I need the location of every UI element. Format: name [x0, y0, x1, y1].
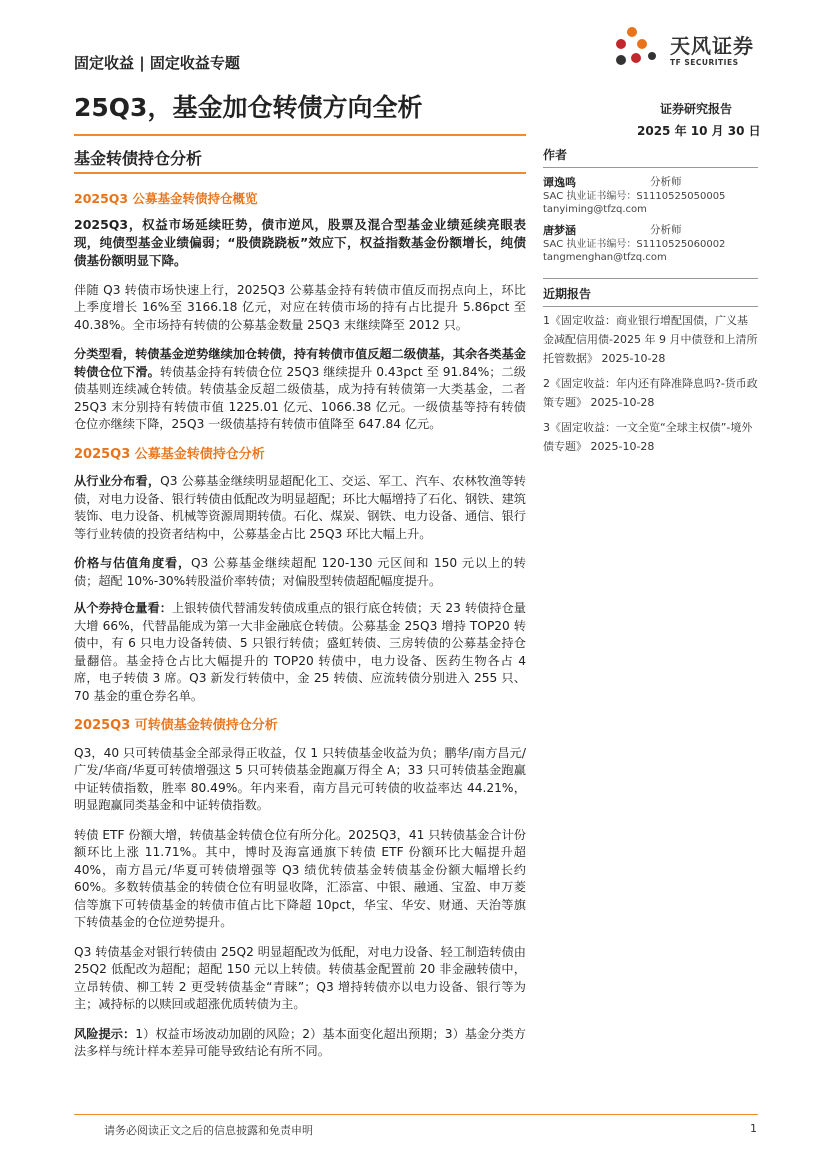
valuation-paragraph-body: Q3 公募基金继续超配 120-130 元区间和 150 元以上的转债；超配 10%-30%转股溢价率转债；对偏股型转债超配幅度提升。 [74, 556, 526, 588]
industry-paragraph-lead: 从行业分布看， [74, 474, 161, 488]
subtitle-divider [74, 172, 526, 174]
author-name: 谭逸鸣 [543, 176, 576, 189]
section-heading-overview: 2025Q3 公募基金转债持仓概览 [74, 191, 258, 206]
page-title: 25Q3，基金加仓转债方向全析 [74, 93, 423, 122]
overview-paragraph-2-lead: 分类型看，转债基金逆势继续加仓转债，持有转债市值反超二级债基，其余各类基金转债仓位下滑。 [74, 347, 526, 379]
footer-disclaimer: 请务必阅读正文之后的信息披露和免责申明 [104, 1124, 313, 1137]
risk-warning-label: 风险提示： [74, 1026, 136, 1041]
author-email[interactable]: tangmenghan@tfzq.com [543, 252, 667, 263]
recent-report-date: 2025-10-28 [590, 440, 655, 453]
overview-paragraph-2 [74, 346, 526, 434]
tf-logo-icon [612, 22, 668, 74]
cb-funds-paragraph-3: Q3 转债基金对银行转债由 25Q2 明显超配改为低配，对电力设备、轻工制造转债由 25Q2 低配改为超配；超配 150 元以上转债。转债基金配置前 20 非金融转债中，立昂转债、柳工转 2 更受转债基金“青睐”；Q3 增持转债亦以电力设备、银行等为主；减持标的以赎回或超涨优质转债为主。 [74, 944, 526, 1011]
recent-top-divider [543, 278, 758, 279]
logo-english-name: TF SECURITIES [670, 58, 739, 67]
industry-paragraph [74, 473, 526, 543]
valuation-paragraph [74, 555, 526, 590]
section-heading-analysis: 2025Q3 公募基金转债持仓分析 [74, 446, 265, 462]
recent-reports-label: 近期报告 [543, 287, 592, 301]
author-role: 分析师 [650, 224, 682, 236]
recent-divider [543, 306, 758, 307]
cb-funds-paragraph-2: 转债 ETF 份额大增，转债基金转债仓位有所分化。2025Q3，41 只转债基金合计份额环比上涨 11.71%。其中，博时及海富通旗下转债 ETF 份额环比大幅提升超 40%，南方昌元/华夏可转债增强等 Q3 绩优转债基金转债基金份额大幅增长约 60%。多数转债基金的转债仓位有明显收降，汇添富、中银、融通、宝盈、申万菱信等旗下可转债基金的转债市值占比下降超 10pct，华宝、华安、财通、天治等旗下转债基金的仓位逆势提升。 [74, 827, 526, 929]
recent-reports-list [543, 311, 758, 456]
page-subtitle: 基金转债持仓分析 [74, 149, 203, 168]
recent-report-date: 2025-10-28 [601, 352, 666, 365]
overview-paragraph-2-body: 转债基金持有转债仓位 25Q3 继续提升 0.43pct 至 91.84%；二级债基则连续减仓转债。转债基金反超二级债基，成为持有转债第一大类基金，二者 25Q3 末分别持有转债市值 1225.01 亿元、1066.38 亿元。一级债基等持有转债仓位亦继续下降，25Q3 一级债基持有转债市值降至 647.84 亿元。 [74, 364, 526, 431]
report-type: 证券研究报告 [660, 102, 733, 116]
section-heading-cb-funds: 2025Q3 可转债基金转债持仓分析 [74, 718, 278, 733]
overview-paragraph-1: 伴随 Q3 转债市场快速上行，2025Q3 公募基金持有转债市值反而拐点向上，环比上季度增长 16%至 3166.18 亿元，对应在转债市场的持有占比提升 5.86pct 至 40.38%。全市场持有转债的公募基金数量 25Q3 末继续降至 2012 只。 [74, 282, 526, 332]
company-logo [612, 22, 762, 74]
author-cert: SAC 执业证书编号：S1110525060002 [543, 239, 726, 250]
risk-warning-body: 1）权益市场波动加剧的风险；2）基本面变化超出预期；3）基金分类方法多样与统计样本差异可能导致结论有所不同。 [74, 1026, 526, 1058]
valuation-paragraph-lead: 价格与估值角度看， [74, 556, 191, 570]
recent-report-title: 2《固定收益：年内还有降准降息吗?-货币政策专题》 [543, 377, 758, 409]
sidebar [543, 146, 758, 462]
footer-divider [74, 1114, 758, 1115]
cb-funds-paragraph-1: Q3，40 只可转债基金全部录得正收益，仅 1 只转债基金收益为负；鹏华/南方昌元/广发/华商/华夏可转债增强这 5 只可转债基金跑赢万得全 A；33 只可转债基金跑赢中证转债指数，胜率 80.49%。年内来看，南方昌元可转债的收益率达 44.21%，明显跑赢同类基金和中证转债指数。 [74, 745, 526, 812]
holdings-paragraph-lead: 从个券持仓量看： [74, 601, 172, 615]
recent-report-item[interactable] [543, 418, 758, 456]
logo-chinese-name: 天风证券 [670, 34, 754, 58]
page-number: 1 [750, 1122, 757, 1135]
author-name: 唐梦涵 [543, 224, 576, 237]
recent-report-date: 2025-10-28 [590, 396, 655, 409]
risk-warning [74, 1026, 526, 1061]
recent-report-title: 1《固定收益：商业银行增配国债，广义基金减配信用债-2025 年 9 月中债登和上清所托管数据》 [543, 314, 758, 365]
authors-label: 作者 [543, 148, 568, 162]
author-role: 分析师 [650, 176, 682, 188]
author-email[interactable]: tanyiming@tfzq.com [543, 204, 647, 215]
recent-report-item[interactable] [543, 311, 758, 368]
title-divider [74, 134, 526, 136]
recent-report-title: 3《固定收益：一文全览“全球主权债”-境外债专题》 [543, 421, 753, 453]
industry-paragraph-body: Q3 公募基金继续明显超配化工、交运、军工、汽车、农林牧渔等转债，对电力设备、银行转债由低配改为明显超配；环比大幅增持了石化、钢铁、建筑装饰、电力设备、机械等资源周期转债。石化、煤炭、钢铁、电力设备、通信、银行等行业转债的投资者结构中，公募基金占比 25Q3 环比大幅上升。 [74, 474, 526, 541]
holdings-paragraph-body: 上银转债代替浦发转债成重点的银行底仓转债；天 23 转债持仓量大增 66%，代替晶能成为第一大非金融底仓转债。公募基金 25Q3 增持 TOP20 转债中，有 6 只电力设备转债、5 只银行转债；盛虹转债、三房转债的公募基金持仓量翻倍。基金持仓占比大幅提升的 TOP20 转债中，电力设备、医药生物各占 4 席，电子转债 3 席。Q3 新发行转债中，金 25 转债、应流转债分别进入 255 只、70 基金的重仓券名单。 [74, 601, 526, 703]
author-cert: SAC 执业证书编号：S1110525050005 [543, 191, 726, 202]
overview-lead: 2025Q3，权益市场延续旺势，债市逆风，股票及混合型基金业绩延续亮眼表现，纯债型基金业绩偏弱；“股债跷跷板”效应下，权益指数基金份额增长，纯债债基份额明显下降。 [74, 216, 526, 268]
main-content [74, 190, 526, 1061]
authors-divider [543, 167, 758, 168]
recent-report-item[interactable] [543, 374, 758, 412]
author-card [543, 222, 758, 264]
report-date: 2025 年 10 月 30 日 [637, 124, 761, 138]
holdings-paragraph [74, 600, 526, 705]
author-card [543, 174, 758, 216]
report-category: 固定收益 | 固定收益专题 [74, 54, 240, 72]
